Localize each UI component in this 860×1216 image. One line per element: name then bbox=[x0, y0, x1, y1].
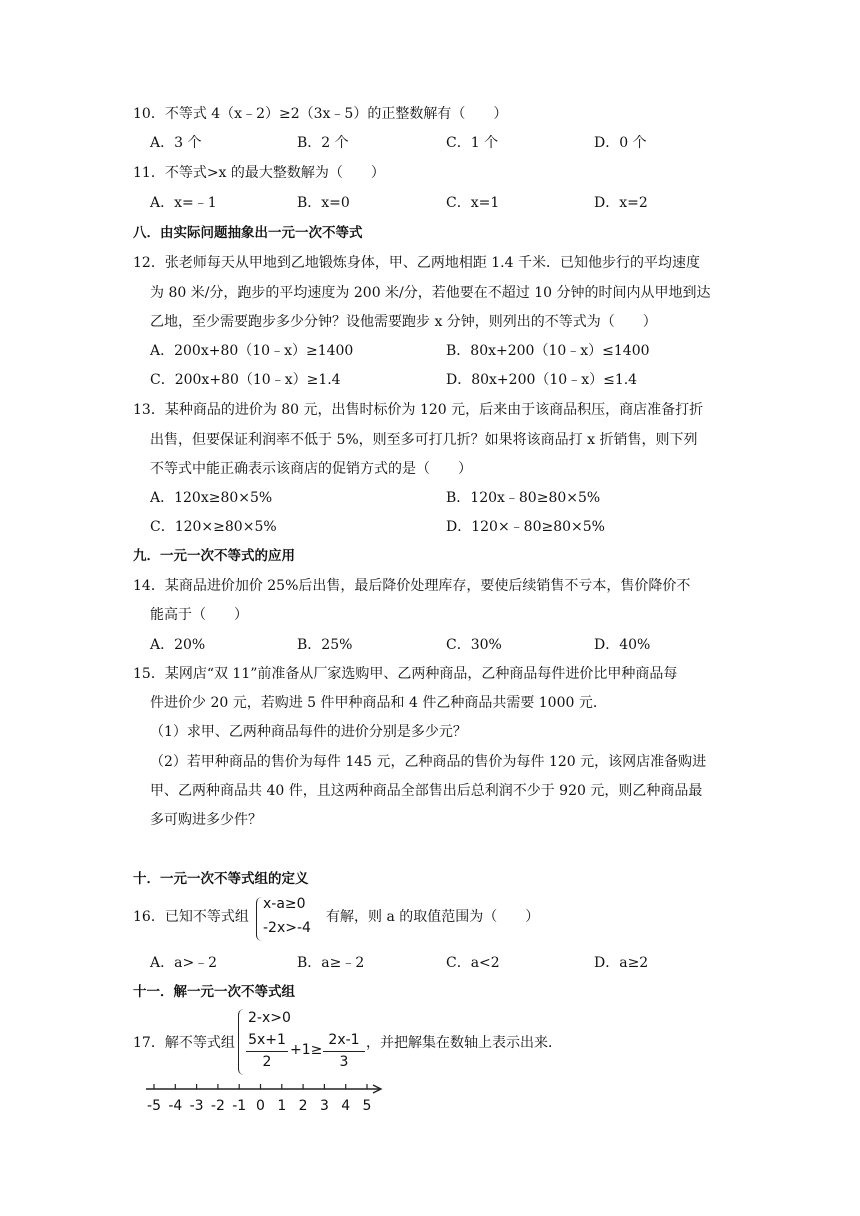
q14-line-1: 14．某商品进价加价 25%后出售，最后降价处理库存，要使后续销售不亏本，售价降价不 bbox=[133, 578, 691, 594]
q16-system-line-2: -2x>-4 bbox=[263, 920, 311, 936]
number-line-label: 3 bbox=[319, 1098, 329, 1114]
q12-option-d: D．80x+200（10﹣x）≤1.4 bbox=[446, 372, 638, 388]
q15-part-2-line-3: 多可购进多少件？ bbox=[150, 812, 262, 828]
q15-part-2-line-1: （2）若甲种商品的售价为每件 145 元，乙种商品的售价为每件 120 元，该网店准备购进 bbox=[150, 754, 707, 770]
q10-stem: 10．不等式 4（x﹣2）≥2（3x﹣5）的正整数解有（ ） bbox=[133, 106, 508, 122]
q13-option-d: D．120×﹣80≥80×5% bbox=[446, 519, 605, 535]
q16-option-c: C．a<2 bbox=[446, 955, 500, 971]
number-line-label: -1 bbox=[232, 1098, 247, 1114]
q15-line-1: 15．某网店“双 11”前准备从厂家选购甲、乙两种商品，乙种商品每件进价比甲种商品每 bbox=[133, 666, 678, 682]
number-line-label: -3 bbox=[189, 1098, 204, 1114]
q17-prefix: 17．解不等式组 bbox=[133, 1035, 235, 1051]
q13-line-2: 出售，但要保证利润率不低于 5%，则至多可打几折？如果将该商品打 x 折销售，则下列 bbox=[150, 432, 698, 448]
number-line-label: -2 bbox=[210, 1098, 225, 1114]
section-heading-11: 十一．解一元一次不等式组 bbox=[133, 984, 295, 1000]
q12-line-3: 乙地，至少需要跑步多少分钟？设他需要跑步 x 分钟，则列出的不等式为（ ） bbox=[150, 314, 657, 330]
q16-system-brace bbox=[256, 897, 263, 941]
q10-option-d: D．0 个 bbox=[594, 135, 647, 151]
q11-option-d: D．x=2 bbox=[594, 195, 648, 211]
q16-suffix: 有解，则 a 的取值范围为（ ） bbox=[326, 909, 540, 925]
q10-option-a: A．3 个 bbox=[150, 135, 202, 151]
q12-option-b: B．80x+200（10﹣x）≤1400 bbox=[446, 343, 650, 359]
q13-option-a: A．120x≥80×5% bbox=[150, 490, 273, 506]
q17-fraction-2-bar bbox=[323, 1051, 365, 1052]
q14-option-c: C．30% bbox=[446, 637, 502, 653]
q17-fraction-1-bar bbox=[246, 1051, 288, 1052]
q14-line-2: 能高于（ ） bbox=[150, 607, 248, 623]
number-line-label: -5 bbox=[147, 1098, 161, 1114]
q15-part-1: （1）求甲、乙两种商品每件的进价分别是多少元？ bbox=[150, 724, 467, 740]
q17-fraction-2-numerator: 2x-1 bbox=[328, 1032, 360, 1048]
section-heading-9: 九．一元一次不等式的应用 bbox=[133, 548, 295, 564]
q12-line-1: 12．张老师每天从甲地到乙地锻炼身体，甲、乙两地相距 1.4 千米．已知他步行的平均速度 bbox=[133, 255, 700, 271]
q17-suffix: ，并把解集在数轴上表示出来． bbox=[366, 1035, 562, 1051]
q14-option-a: A．20% bbox=[150, 637, 206, 653]
q14-option-d: D．40% bbox=[594, 637, 651, 653]
q15-part-2-line-2: 甲、乙两种商品共 40 件，且这两种商品全部售出后总利润不少于 920 元，则乙种商品最 bbox=[150, 783, 703, 799]
number-line bbox=[140, 1080, 390, 1120]
q11-option-a: A．x=﹣1 bbox=[150, 195, 217, 211]
q10-option-b: B．2 个 bbox=[297, 135, 349, 151]
q17-fraction-1-numerator: 5x+1 bbox=[248, 1032, 286, 1048]
number-line-label: 0 bbox=[256, 1098, 265, 1114]
q12-option-c: C．200x+80（10﹣x）≥1.4 bbox=[150, 372, 341, 388]
q11-option-c: C．x=1 bbox=[446, 195, 500, 211]
q17-fraction-2-denominator: 3 bbox=[339, 1054, 349, 1070]
q16-option-a: A．a>﹣2 bbox=[150, 955, 218, 971]
q11-option-b: B．x=0 bbox=[297, 195, 350, 211]
section-heading-10: 十．一元一次不等式组的定义 bbox=[133, 871, 309, 887]
section-heading-8: 八．由实际问题抽象出一元一次不等式 bbox=[133, 225, 363, 241]
q16-option-d: D．a≥2 bbox=[594, 955, 649, 971]
number-line-label: 5 bbox=[362, 1098, 372, 1114]
q17-system-line-1: 2-x>0 bbox=[248, 1010, 291, 1026]
q10-option-c: C．1 个 bbox=[446, 135, 499, 151]
q14-option-b: B．25% bbox=[297, 637, 353, 653]
q11-stem: 11．不等式>x 的最大整数解为（ ） bbox=[133, 165, 385, 181]
q13-option-c: C．120×≥80×5% bbox=[150, 519, 277, 535]
number-line-label: -4 bbox=[168, 1098, 183, 1114]
q16-system-line-1: x-a≥0 bbox=[263, 896, 306, 912]
q12-option-a: A．200x+80（10﹣x）≥1400 bbox=[150, 343, 354, 359]
q16-option-b: B．a≥﹣2 bbox=[297, 955, 365, 971]
q17-fraction-1-denominator: 2 bbox=[262, 1054, 272, 1070]
q16-prefix: 16．已知不等式组 bbox=[133, 909, 249, 925]
q13-option-b: B．120x﹣80≥80×5% bbox=[446, 490, 601, 506]
q17-system-brace bbox=[238, 1009, 245, 1075]
q13-line-3: 不等式中能正确表示该商店的促销方式的是（ ） bbox=[150, 461, 472, 477]
q15-line-2: 件进价少 20 元，若购进 5 件甲种商品和 4 件乙种商品共需要 1000 元． bbox=[150, 695, 607, 711]
q17-system-mid: +1≥ bbox=[290, 1042, 323, 1058]
number-line-label: 1 bbox=[277, 1098, 287, 1114]
number-line-label: 4 bbox=[341, 1098, 351, 1114]
q13-line-1: 13．某种商品的进价为 80 元，出售时标价为 120 元，后来由于该商品积压，商店准备打折 bbox=[133, 402, 704, 418]
number-line-label: 2 bbox=[298, 1098, 308, 1114]
q12-line-2: 为 80 米/分，跑步的平均速度为 200 米/分，若他要在不超过 10 分钟的时间内从甲地到达 bbox=[150, 285, 711, 301]
